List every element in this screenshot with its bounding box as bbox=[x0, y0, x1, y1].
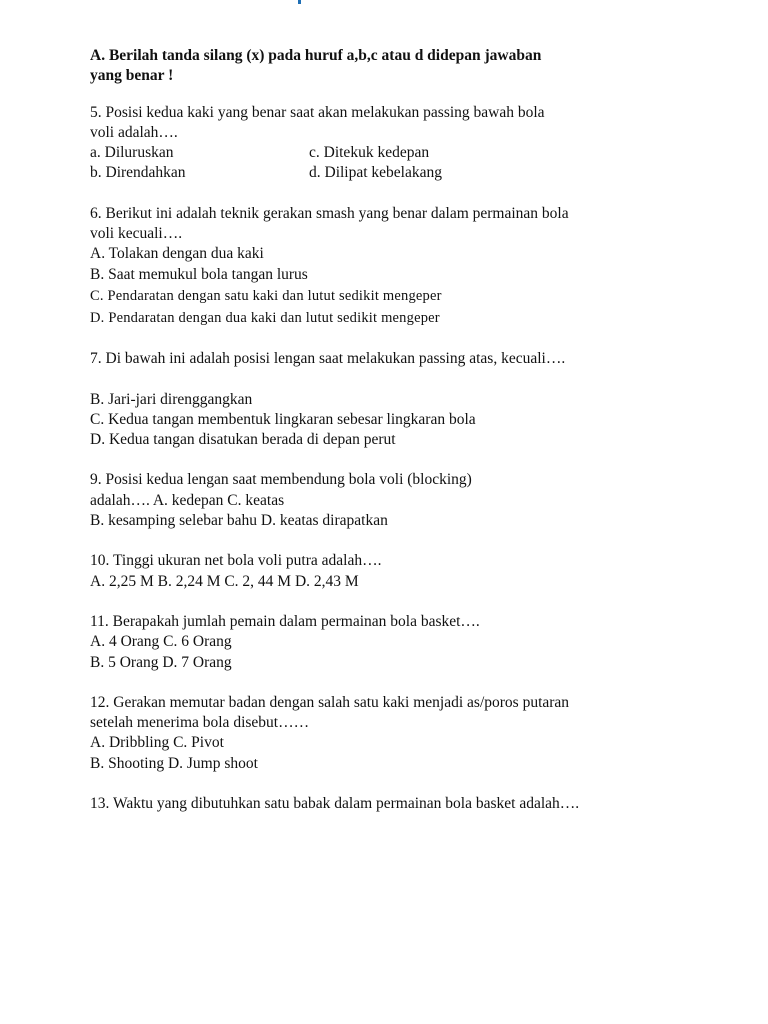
question-5-option-c: c. Ditekuk kedepan bbox=[309, 144, 430, 162]
question-12 bbox=[90, 693, 650, 774]
question-13 bbox=[90, 794, 650, 814]
question-12-options-1: A. Dribbling C. Pivot bbox=[90, 734, 224, 752]
question-7 bbox=[90, 349, 650, 450]
question-5-options bbox=[90, 143, 650, 184]
question-12-stem-1: 12. Gerakan memutar badan dengan salah satu kaki menjadi as/poros putaran bbox=[90, 693, 570, 711]
question-12-options-2: B. Shooting D. Jump shoot bbox=[90, 754, 258, 772]
question-11-options-1: A. 4 Orang C. 6 Orang bbox=[90, 633, 232, 651]
question-5-stem-2: voli adalah…. bbox=[90, 123, 178, 141]
question-11-stem-1: 11. Berapakah jumlah pemain dalam permainan bola basket…. bbox=[90, 612, 480, 630]
question-6-option-c: C. Pendaratan dengan satu kaki dan lutut sedikit mengeper bbox=[90, 287, 442, 304]
question-9-stem-1: 9. Posisi kedua lengan saat membendung bola voli (blocking) bbox=[90, 471, 472, 489]
question-5-option-a: a. Diluruskan bbox=[90, 144, 174, 162]
question-9-options: B. kesamping selebar bahu D. keatas dirapatkan bbox=[90, 512, 388, 530]
question-11-options-2: B. 5 Orang D. 7 Orang bbox=[90, 653, 232, 671]
instruction-heading bbox=[90, 46, 650, 87]
question-6-stem-1: 6. Berikut ini adalah teknik gerakan smash yang benar dalam permainan bola bbox=[90, 204, 569, 222]
question-7-option-b: B. Jari-jari direnggangkan bbox=[90, 390, 253, 408]
question-5-option-d: d. Dilipat kebelakang bbox=[309, 164, 442, 182]
question-5-option-b: b. Direndahkan bbox=[90, 164, 186, 182]
question-7-option-c: C. Kedua tangan membentuk lingkaran sebesar lingkaran bola bbox=[90, 410, 476, 428]
question-13-stem-1: 13. Waktu yang dibutuhkan satu babak dalam permainan bola basket adalah…. bbox=[90, 795, 580, 813]
question-6 bbox=[90, 204, 650, 329]
question-11 bbox=[90, 612, 650, 673]
question-6-stem-2: voli kecuali…. bbox=[90, 225, 183, 243]
question-6-option-a: A. Tolakan dengan dua kaki bbox=[90, 245, 264, 263]
question-7-blank-line bbox=[90, 369, 650, 389]
question-12-stem-2: setelah menerima bola disebut…… bbox=[90, 714, 310, 732]
page-top-mark bbox=[298, 0, 301, 4]
question-7-option-d: D. Kedua tangan disatukan berada di depan perut bbox=[90, 431, 396, 449]
question-6-option-d: D. Pendaratan dengan dua kaki dan lutut sedikit mengeper bbox=[90, 309, 440, 326]
question-9-stem-2: adalah…. A. kedepan C. keatas bbox=[90, 491, 285, 509]
question-9 bbox=[90, 470, 650, 531]
instruction-line-1: A. Berilah tanda silang (x) pada huruf a,b,c atau d didepan jawaban bbox=[90, 47, 542, 64]
question-5-stem-1: 5. Posisi kedua kaki yang benar saat akan melakukan passing bawah bola bbox=[90, 103, 545, 121]
question-10-options: A. 2,25 M B. 2,24 M C. 2, 44 M D. 2,43 M bbox=[90, 572, 359, 590]
quiz-document bbox=[90, 46, 650, 834]
question-6-option-b: B. Saat memukul bola tangan lurus bbox=[90, 265, 308, 283]
instruction-line-2: yang benar ! bbox=[90, 67, 174, 85]
question-10 bbox=[90, 551, 650, 592]
question-10-stem-1: 10. Tinggi ukuran net bola voli putra adalah…. bbox=[90, 552, 382, 570]
question-5 bbox=[90, 103, 650, 184]
question-7-stem-1: 7. Di bawah ini adalah posisi lengan saat melakukan passing atas, kecuali…. bbox=[90, 349, 566, 367]
